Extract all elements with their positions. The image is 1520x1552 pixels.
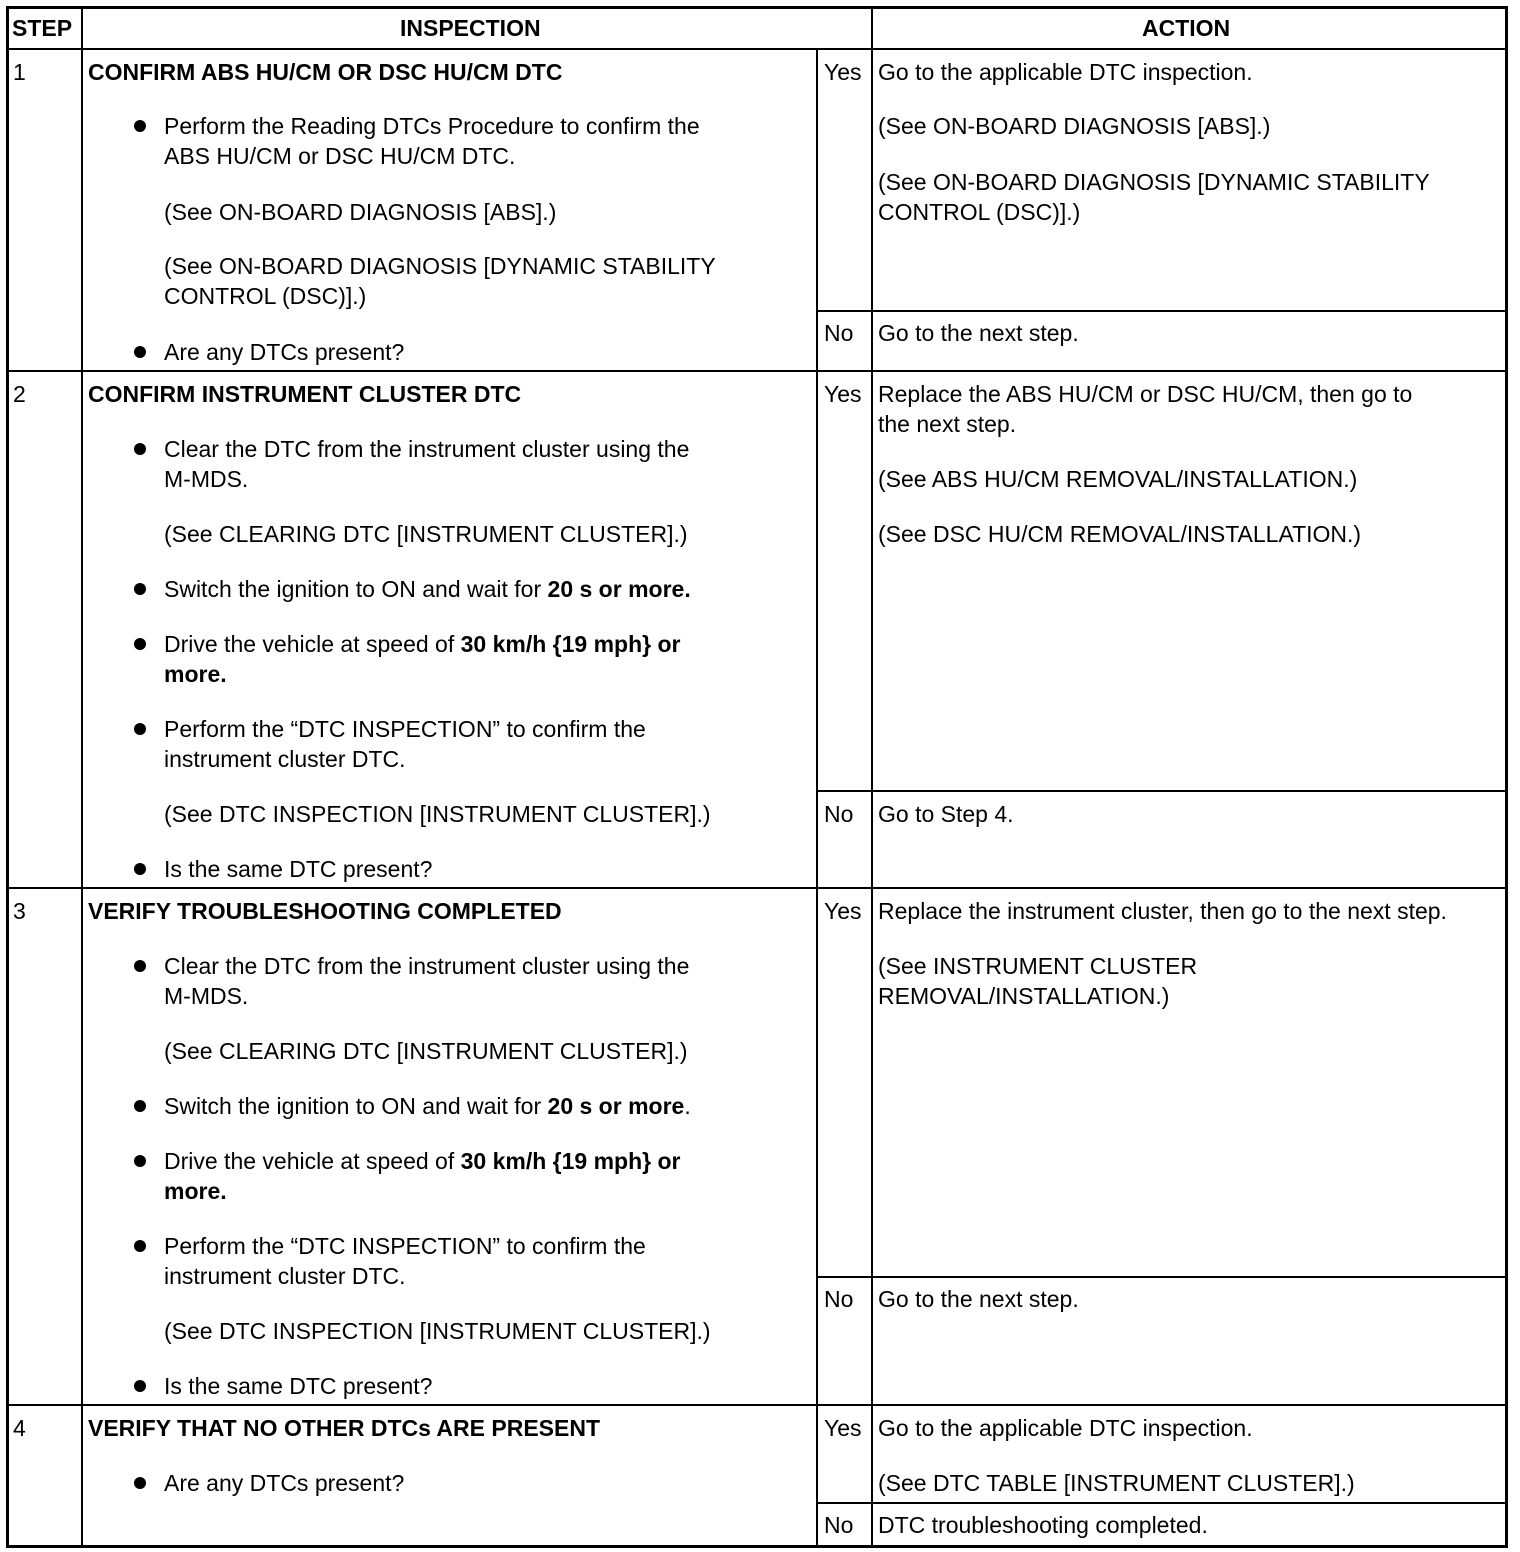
inspection-text: more. <box>164 661 227 687</box>
header-divider <box>6 48 1508 50</box>
reference-text: (See CLEARING DTC [INSTRUMENT CLUSTER].) <box>164 521 688 547</box>
no-action: DTC troubleshooting completed. <box>878 1512 1208 1538</box>
no-action: Go to Step 4. <box>878 801 1014 827</box>
inspection-question: Is the same DTC present? <box>164 1373 433 1399</box>
text-segment-bold: 20 s or more <box>547 1093 685 1119</box>
yes-action: Go to the applicable DTC inspection. <box>878 59 1253 85</box>
table-border-right <box>1505 6 1508 1548</box>
reference-text: (See DTC INSPECTION [INSTRUMENT CLUSTER].) <box>164 1318 711 1344</box>
inspection-question: Are any DTCs present? <box>164 1470 405 1496</box>
yes-label: Yes <box>824 898 862 924</box>
step-number: 4 <box>13 1415 26 1441</box>
step-number: 1 <box>13 59 26 85</box>
text-segment-bold: 30 km/h {19 mph} or <box>460 1148 681 1174</box>
inspection-text: Perform the Reading DTCs Procedure to confirm the <box>164 113 700 139</box>
yes-action: Replace the ABS HU/CM or DSC HU/CM, then go to <box>878 381 1413 407</box>
yes-action: (See ABS HU/CM REMOVAL/INSTALLATION.) <box>878 466 1358 492</box>
text-segment: . <box>684 1093 691 1119</box>
col-divider-yesno <box>816 48 818 1548</box>
reference-text: CONTROL (DSC)].) <box>164 283 367 309</box>
bullet-icon <box>134 638 146 650</box>
inspection-text: instrument cluster DTC. <box>164 746 406 772</box>
yes-action: CONTROL (DSC)].) <box>878 199 1081 225</box>
reference-text: (See ON-BOARD DIAGNOSIS [DYNAMIC STABILITY <box>164 253 716 279</box>
table-border-left <box>6 6 9 1548</box>
col-divider-step <box>81 6 83 1548</box>
yesno-divider-2 <box>816 790 1508 792</box>
text-segment: Switch the ignition to ON and wait for <box>164 576 548 602</box>
yes-action: (See DSC HU/CM REMOVAL/INSTALLATION.) <box>878 521 1362 547</box>
step-title: CONFIRM ABS HU/CM OR DSC HU/CM DTC <box>88 59 563 85</box>
yes-label: Yes <box>824 59 862 85</box>
yes-action: the next step. <box>878 411 1017 437</box>
inspection-text: more. <box>164 1178 227 1204</box>
yes-action: (See INSTRUMENT CLUSTER <box>878 953 1198 979</box>
reference-text: (See CLEARING DTC [INSTRUMENT CLUSTER].) <box>164 1038 688 1064</box>
bullet-icon <box>134 443 146 455</box>
no-label: No <box>824 1286 854 1312</box>
inspection-text: Clear the DTC from the instrument cluster using the <box>164 436 690 462</box>
no-label: No <box>824 1512 854 1538</box>
bullet-icon <box>134 120 146 132</box>
inspection-text: M-MDS. <box>164 466 249 492</box>
inspection-text: M-MDS. <box>164 983 249 1009</box>
yes-action: Go to the applicable DTC inspection. <box>878 1415 1253 1441</box>
step-title: VERIFY THAT NO OTHER DTCs ARE PRESENT <box>88 1415 601 1441</box>
inspection-text <box>164 1091 691 1121</box>
row-divider-3 <box>6 1404 1508 1406</box>
yes-action: (See DTC TABLE [INSTRUMENT CLUSTER].) <box>878 1470 1355 1496</box>
yes-action: Replace the instrument cluster, then go to the next step. <box>878 898 1447 924</box>
inspection-text: Perform the “DTC INSPECTION” to confirm the <box>164 716 646 742</box>
inspection-text: ABS HU/CM or DSC HU/CM DTC. <box>164 143 516 169</box>
bullet-icon <box>134 1240 146 1252</box>
reference-text: (See ON-BOARD DIAGNOSIS [ABS].) <box>164 199 557 225</box>
step-title: VERIFY TROUBLESHOOTING COMPLETED <box>88 898 562 924</box>
yes-action: (See ON-BOARD DIAGNOSIS [ABS].) <box>878 113 1271 139</box>
step-number: 2 <box>13 381 26 407</box>
yesno-divider-3 <box>816 1276 1508 1278</box>
reference-text: (See DTC INSPECTION [INSTRUMENT CLUSTER].) <box>164 801 711 827</box>
yesno-divider-1 <box>816 310 1508 312</box>
no-label: No <box>824 320 854 346</box>
bullet-icon <box>134 1100 146 1112</box>
bullet-icon <box>134 1380 146 1392</box>
yes-action: (See ON-BOARD DIAGNOSIS [DYNAMIC STABILITY <box>878 169 1430 195</box>
row-divider-1 <box>6 370 1508 372</box>
inspection-text <box>164 629 680 659</box>
step-title: CONFIRM INSTRUMENT CLUSTER DTC <box>88 381 522 407</box>
inspection-text: instrument cluster DTC. <box>164 1263 406 1289</box>
text-segment: Switch the ignition to ON and wait for <box>164 1093 548 1119</box>
header-action: ACTION <box>1142 15 1231 41</box>
bullet-icon <box>134 346 146 358</box>
inspection-text: Clear the DTC from the instrument cluster using the <box>164 953 690 979</box>
troubleshooting-table <box>6 6 1508 1548</box>
yes-label: Yes <box>824 1415 862 1441</box>
text-segment-bold: 20 s or more. <box>547 576 691 602</box>
bullet-icon <box>134 1477 146 1489</box>
yes-label: Yes <box>824 381 862 407</box>
no-action: Go to the next step. <box>878 320 1079 346</box>
bullet-icon <box>134 863 146 875</box>
table-border-bottom <box>6 1545 1508 1548</box>
text-segment: Drive the vehicle at speed of <box>164 631 461 657</box>
row-divider-2 <box>6 887 1508 889</box>
inspection-text <box>164 574 691 604</box>
yesno-divider-4 <box>816 1502 1508 1504</box>
yes-action: REMOVAL/INSTALLATION.) <box>878 983 1170 1009</box>
inspection-text: Perform the “DTC INSPECTION” to confirm the <box>164 1233 646 1259</box>
inspection-text <box>164 1146 680 1176</box>
bullet-icon <box>134 583 146 595</box>
col-divider-action <box>871 6 873 1548</box>
text-segment: Drive the vehicle at speed of <box>164 1148 461 1174</box>
bullet-icon <box>134 960 146 972</box>
step-number: 3 <box>13 898 26 924</box>
bullet-icon <box>134 723 146 735</box>
text-segment-bold: 30 km/h {19 mph} or <box>460 631 681 657</box>
no-action: Go to the next step. <box>878 1286 1079 1312</box>
table-border-top <box>6 6 1508 9</box>
header-inspection: INSPECTION <box>400 15 541 41</box>
inspection-question: Is the same DTC present? <box>164 856 433 882</box>
inspection-question: Are any DTCs present? <box>164 339 405 365</box>
header-step: STEP <box>12 15 73 41</box>
no-label: No <box>824 801 854 827</box>
bullet-icon <box>134 1155 146 1167</box>
